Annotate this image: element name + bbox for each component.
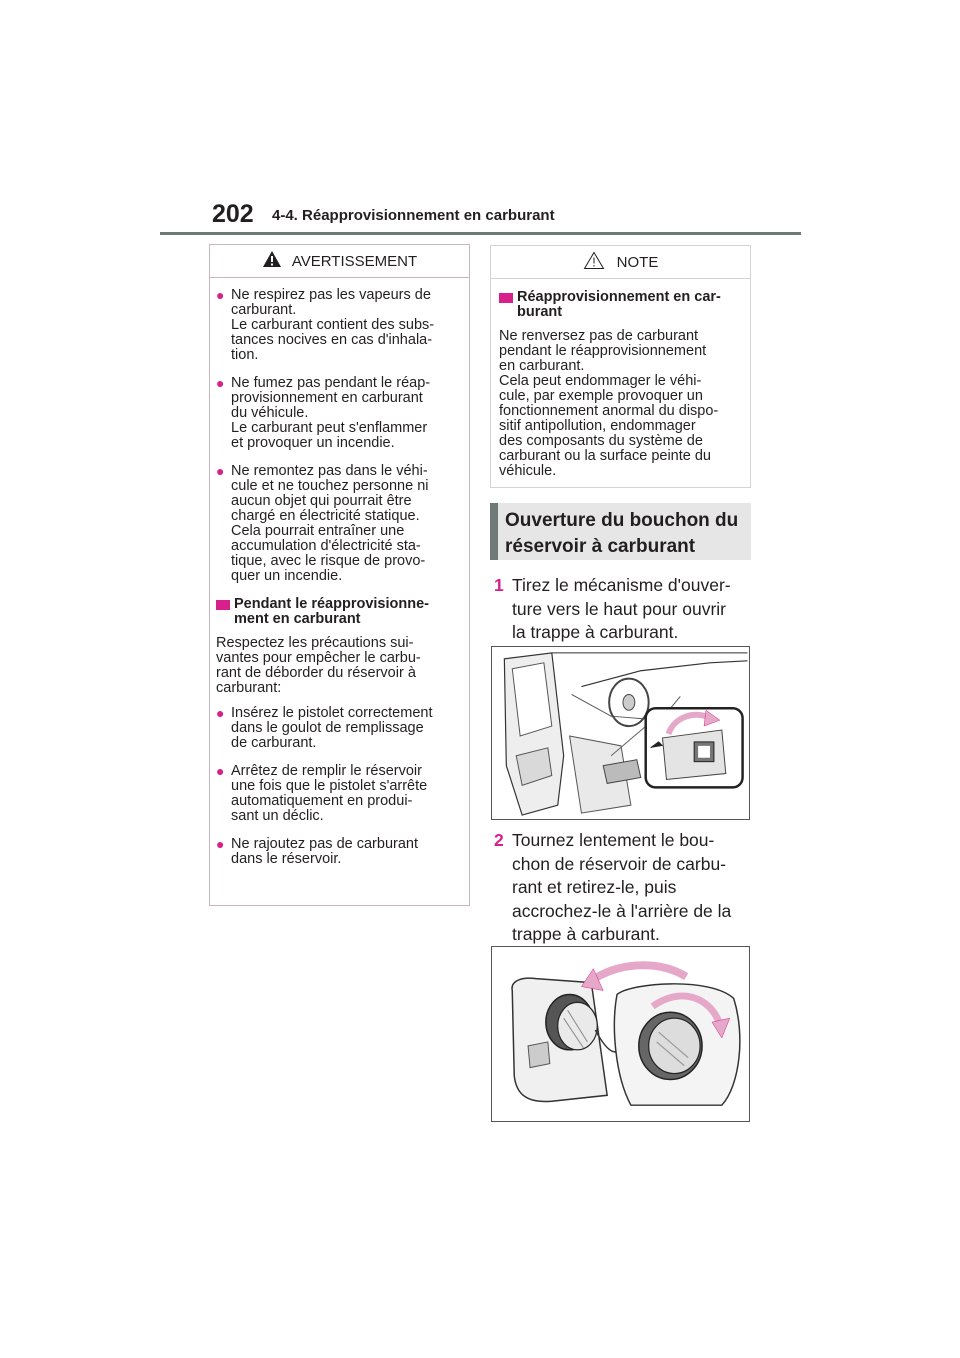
- warning-bullet: ● Ne fumez pas pendant le réap- provisionnement en carburant du véhicule. Le carburant peut s'enflammer et provoquer un incendie.: [216, 375, 431, 451]
- warning-title: AVERTISSEMENT: [291, 252, 418, 270]
- warning-subheading: Pendant le réapprovisionne- ment en carburant: [216, 597, 461, 627]
- warning-bullet: ● Ne remontez pas dans le véhi- cule et ne touchez personne ni aucun objet qui pourrait être chargé en électricité statique. Cela pourrait entraîner une accumulation d'électricité sta- tique, avec le risque de provo- quer un incendie.: [216, 463, 429, 584]
- note-box: [490, 245, 751, 488]
- section-heading: [490, 503, 751, 560]
- warning-triangle-icon: [262, 250, 282, 272]
- fuel-door-opener-illustration: [491, 646, 750, 820]
- step-2: [494, 829, 731, 947]
- step-1: [494, 574, 731, 645]
- step-text: Tirez le mécanisme d'ouver- ture vers le haut pour ouvrir la trappe à carburant.: [512, 575, 731, 642]
- section-title: 4-4. Réapprovisionnement en carburant: [272, 207, 555, 224]
- warning-box: [209, 244, 470, 906]
- fuel-cap-illustration: [491, 946, 750, 1122]
- caution-triangle-icon: [583, 251, 605, 274]
- note-paragraph: Ne renversez pas de carburant pendant le réapprovisionnement en carburant. Cela peut endommager le véhi- cule, par exemple provoquer un fonctionnement anormal du dispo- sitif antipollution, endommager des composants du système de carburant ou la surface peinte du véhicule.: [499, 328, 719, 479]
- warning-bullet: ● Ne rajoutez pas de carburant dans le réservoir.: [216, 836, 418, 867]
- warning-bullet: ● Ne respirez pas les vapeurs de carburant. Le carburant contient des subs- tances nocives en cas d'inhala- tion.: [216, 287, 435, 363]
- step-text: Tournez lentement le bou- chon de réservoir de carbu- rant et retirez-le, puis accrochez-le à l'arrière de la trappe à carburant.: [512, 830, 732, 944]
- warning-header: [210, 245, 469, 278]
- header-rule: [160, 232, 801, 235]
- warning-paragraph: Respectez les précautions sui- vantes pour empêcher le carbu- rant de déborder du réservoir à carburant:: [216, 635, 421, 696]
- section-heading-text: Ouverture du bouchon du réservoir à carburant: [505, 510, 739, 557]
- warning-bullet: ● Insérez le pistolet correctement dans le goulot de remplissage de carburant.: [216, 705, 433, 751]
- note-subheading: Réapprovisionnement en car- burant: [499, 290, 742, 320]
- step-number: 1: [494, 575, 504, 595]
- warning-bullet: ● Arrêtez de remplir le réservoir une fois que le pistolet s'arrête automatiquement en produi- sant un déclic.: [216, 763, 428, 824]
- page-number: 202: [212, 200, 254, 228]
- step-number: 2: [494, 830, 504, 850]
- note-title: NOTE: [616, 253, 659, 271]
- note-header: [491, 246, 750, 279]
